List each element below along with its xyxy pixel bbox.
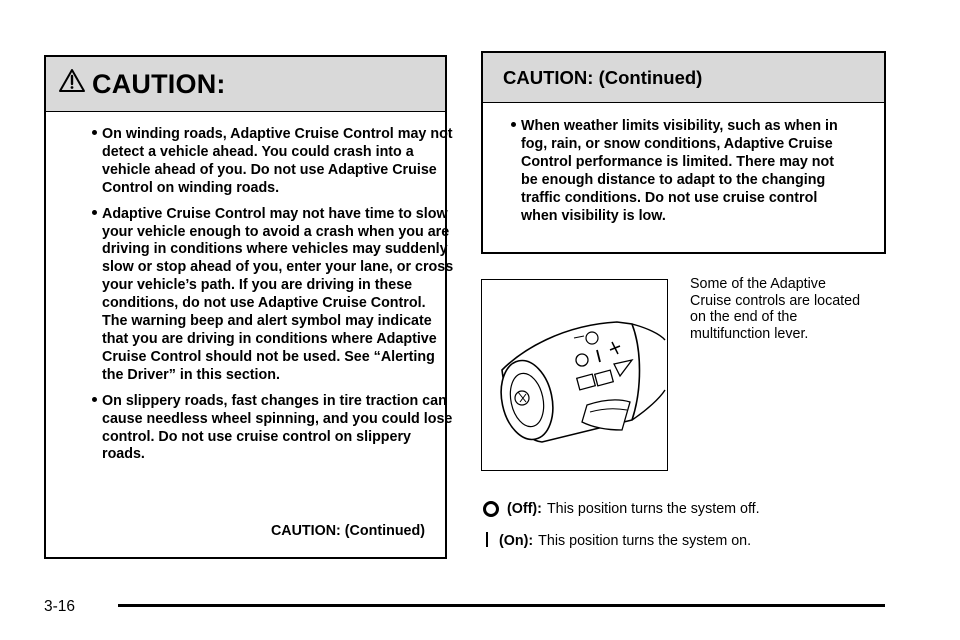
on-position-row [481,531,751,551]
caution-box-right [481,51,886,254]
caution-continued-note: CAUTION: (Continued) [270,523,425,539]
caution-box-left [44,55,454,559]
on-label: (On): [499,533,534,549]
list-item: Adaptive Cruise Control may not have time to slow your vehicle enough to avoid a crash when you are driving in conditions where vehicles may suddenly slow or stop ahead of you, enter your lane, or cross your vehicle’s path. If you are driving in these conditions, do not use Adaptive Cruise Control. The warning beep and alert symbol may indicate that you are driving in conditions where Adaptive Cruise Control should not be used. See “Alerting the Driver” in this section. [102,205,454,383]
multifunction-lever-icon [482,280,666,469]
lever-illustration [481,279,668,471]
warning-triangle-icon [58,68,86,94]
on-description: This position turns the system on. [538,533,752,549]
caution-title: CAUTION: [92,68,226,99]
caution-list-continued [521,118,851,233]
footer-rule [118,604,885,607]
on-bar-icon [481,531,495,551]
off-circle-icon [481,499,501,519]
caution-continued-title: CAUTION: (Continued) [503,66,703,88]
list-item: On winding roads, Adaptive Cruise Control may not detect a vehicle ahead. You could crash into a vehicle ahead of you. Do not use Adaptive Cruise Control on winding roads. [102,126,453,196]
figure-caption: Some of the Adaptive Cruise controls are located on the end of the multifunction lever. [690,276,861,342]
list-item: On slippery roads, fast changes in tire traction can cause needless wheel spinning, and you could lose control. Do not use cruise control on slippery roads. [102,392,453,463]
off-label: (Off): [507,501,542,517]
caution-list [102,126,454,472]
caution-header [46,57,445,112]
off-position-row [481,499,760,519]
off-description: This position turns the system off. [546,501,760,517]
caution-header-continued [483,53,884,103]
list-item: When weather limits visibility, such as when in fog, rain, or snow conditions, Adaptive Cruise Control performance is limited. There may not be enough distance to adapt to the changing traffic conditions. Do not use cruise control when visibility is low. [521,118,851,225]
page-number: 3-16 [44,598,76,615]
